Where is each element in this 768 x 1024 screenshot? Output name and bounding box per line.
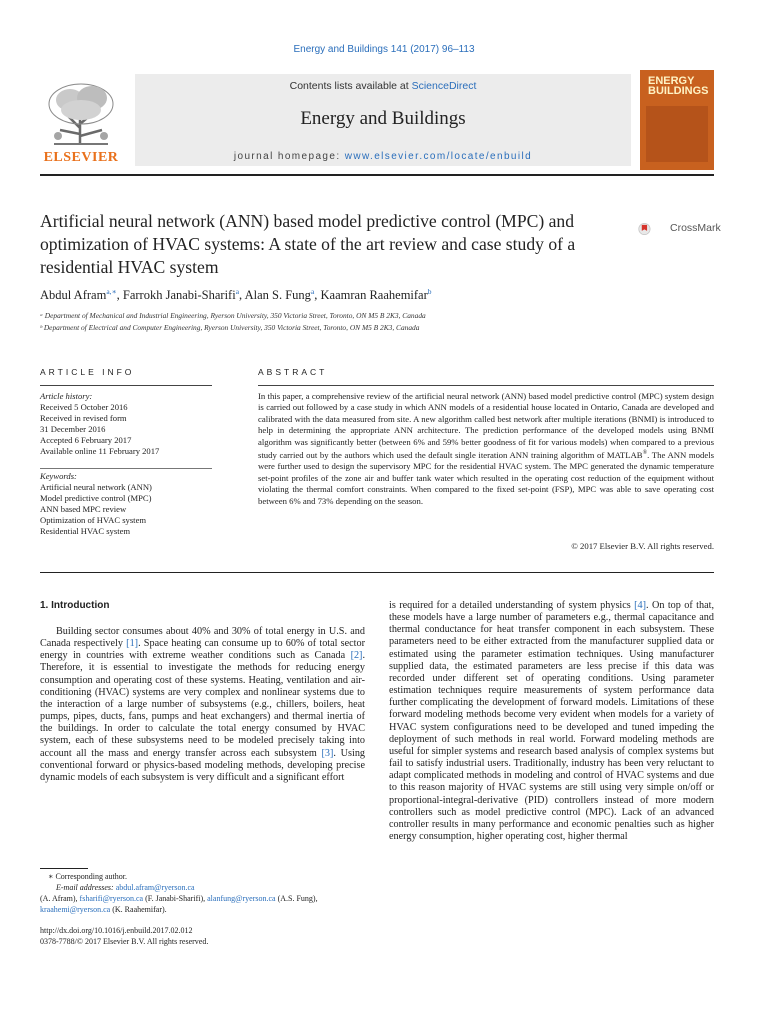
author-affil-sup[interactable]: b <box>427 287 432 296</box>
history-item: Received 5 October 2016 <box>40 402 128 412</box>
email-addresses <box>40 882 370 893</box>
citation-link[interactable]: [1] <box>126 638 139 650</box>
doi-link[interactable]: http://dx.doi.org/10.1016/j.enbuild.2017.02.012 <box>40 926 193 935</box>
keywords-label: Keywords: <box>40 471 77 481</box>
author-name[interactable]: Farrokh Janabi-Sharifi <box>122 288 236 303</box>
body-text: . Using conventional forward or physics-based modeling methods, developing precise dynamic models of each subsystem is very difficult and a significant effort <box>40 747 366 783</box>
affiliation-b: ᵇ Department of Electrical and Computer Engineering, Ryerson University, 350 Victoria Street, Toronto, ON M5 B 2K3, Canada <box>40 323 420 332</box>
abstract-copyright: © 2017 Elsevier B.V. All rights reserved. <box>571 541 714 551</box>
crossmark-label[interactable]: CrossMark <box>670 222 721 234</box>
section-rule <box>40 572 714 573</box>
citation-link[interactable]: [4] <box>634 600 647 611</box>
article-info-divider <box>40 468 212 469</box>
article-info-rule <box>40 385 212 386</box>
author-affil-sup[interactable]: a,∗ <box>106 287 117 296</box>
abstract-text-part: . The ANN models were further used to design the supervisory MPC for the residential HVAC system. The MPC generated the dynamic temperature set-point profiles of the zone air and buffer tank water which resulted in the operating cost reduction of the equipment without violating the thermal comfort constraints. When compared to the fixed set-point (FSP), MPC was able to save operating cost between 6% and 73% depending on the season. <box>258 449 714 506</box>
article-history <box>40 391 215 457</box>
keyword-item: Optimization of HVAC system <box>40 515 147 525</box>
email-owner: (A.S. Fung), <box>275 894 318 903</box>
contents-line <box>135 80 631 92</box>
history-item: Available online 11 February 2017 <box>40 446 160 456</box>
keyword-item: Artificial neural network (ANN) <box>40 482 152 492</box>
footnote-rule <box>40 868 88 869</box>
email-addresses-cont2 <box>40 904 370 915</box>
author-name[interactable]: Alan S. Fung <box>244 288 311 303</box>
citation-link[interactable]: [3] <box>321 747 334 759</box>
abstract-heading: ABSTRACT <box>258 367 328 377</box>
author-list: Abdul Afram$^{a,∗}$, Farrokh Janabi-Sharifi$^a$, Alan S. Fung$^a$, Kaamran Raahemifar$^b$ <box>40 287 432 303</box>
email-link[interactable]: alanfung@ryerson.ca <box>207 894 276 903</box>
abstract-body <box>258 391 714 507</box>
sciencedirect-link[interactable]: ScienceDirect <box>411 80 477 92</box>
keyword-item: Model predictive control (MPC) <box>40 493 152 503</box>
email-owner: (F. Janabi-Sharifi), <box>143 894 208 903</box>
author-name[interactable]: Abdul Afram <box>40 288 107 303</box>
journal-homepage <box>135 151 631 162</box>
email-label: E-mail addresses: <box>56 883 116 892</box>
issn-copyright: 0378-7788/© 2017 Elsevier B.V. All rights reserved. <box>40 937 209 946</box>
body-text: . Therefore, it is essential to investigate the methods for reducing energy consumption and operating cost of these systems. Heating, ventilation and air-conditioning (HVAC) systems are very complex and nonlinear systems due to the interaction of a large number of subsystems (e.g., chillers, boilers, heat pumps, pipes, ducts, fans, pumps and heat exchangers) and thermal inertia of the buildings. In order to calculate the total energy consumed by HVAC system, each of these subsystems need to be modeled precisely taking into account all the mass and energy transfer across each subsystem <box>40 650 365 759</box>
keyword-item: Residential HVAC system <box>40 526 131 536</box>
abstract-text-part: In this paper, a comprehensive review of the artificial neural network (ANN) based model predictive control (MPC) system design is carried out followed by a case study in which ANN models of a residential house located in Ontario, Canada are developed and calibrated with the data measured from site. A new algorithm called best network after multiple iterations (BNMI) is introduced to help in determining the appropriate ANN architecture. The prediction performance of the developed models using BNMI algorithm was significantly better (between 6% and 59% better goodness of fit for various models) when compared to a previous study carried out by the authors which used the default single iteration ANN training algorithm of MATLAB <box>258 391 714 460</box>
cover-title: ENERGY BUILDINGS <box>648 75 709 97</box>
citation-link[interactable]: [2] <box>350 650 363 662</box>
body-text: . Space heating can consume up to 60% of total sector energy in countries with extreme weather conditions such as Canada <box>40 638 365 662</box>
body-text: . On top of that, these models have a large number of parameters e.g., thermal capacitance and thermal conductance for heat transfer component in each subsystem. These parameters need to be either extracted from the manufacturer supplied data or estimated using the parameter estimation techniques. Using manufacturer supplied data, the estimated parameters are less precise if this data was recorded under different set of operating conditions. Using parameter estimation techniques require measurements of system performance data further complicating the development of forward models. Limitations of these forward modeling methods become very evident when models for a variety of HVAC system configurations need to be developed and tuned impeding the deployment of such methods in real world. Forward modeling methods are useful for simpler systems and research based analysis of complex systems but fail to satisfy industrial users. Traditionally, industry has been very reluctant to adapt complicated methods in modeling and control of HVAC systems and due to this reason majority of HVAC systems are still using very simple on/off or proportional-integral-derivative (PID) controllers instead of more modern controllers such as model predictive control (MPC). Lack of an advanced controller results in many performance and economic penalties such as higher energy consumption, higher operating cost, higher thermal <box>389 600 714 842</box>
elsevier-wordmark: ELSEVIER <box>43 150 119 165</box>
journal-reference-link[interactable]: Energy and Buildings 141 (2017) 96–113 <box>293 44 475 55</box>
journal-cover-image[interactable] <box>640 70 714 170</box>
intro-right-column <box>389 600 714 843</box>
body-text: Building sector consumes about 40% and 30% of total energy in U.S. and Canada respectively <box>40 626 365 650</box>
keywords <box>40 471 215 537</box>
email-owner: (K. Raahemifar). <box>110 905 167 914</box>
history-item: 31 December 2016 <box>40 424 106 434</box>
homepage-prefix: journal homepage: <box>233 151 345 162</box>
history-label: Article history: <box>40 391 93 401</box>
journal-title: Energy and Buildings <box>300 108 466 129</box>
keyword-item: ANN based MPC review <box>40 504 127 514</box>
registered-mark: ® <box>642 450 648 457</box>
article-info-heading: ARTICLE INFO <box>40 367 135 377</box>
body-text: is required for a detailed understanding of system physics <box>389 600 635 611</box>
author-name[interactable]: Kaamran Raahemifar <box>320 288 428 303</box>
email-owner: (A. Afram), <box>40 894 80 903</box>
author-affil-sup[interactable]: a <box>310 287 315 296</box>
paper-title: Artificial neural network (ANN) based model predictive control (MPC) and optimization of HVAC systems: A state of the art review and case study of a residential HVAC system <box>40 211 576 277</box>
corresponding-author-note <box>40 871 370 882</box>
corresponding-author: ∗ Corresponding author. <box>48 872 127 881</box>
author-affil-sup[interactable]: a <box>235 287 240 296</box>
header-rule <box>40 174 714 176</box>
email-addresses-cont <box>40 893 370 904</box>
history-item: Accepted 6 February 2017 <box>40 435 132 445</box>
history-item: Received in revised form <box>40 413 127 423</box>
intro-left-column <box>40 626 365 784</box>
crossmark-icon[interactable] <box>638 212 672 246</box>
contents-prefix: Contents lists available at <box>289 80 412 92</box>
email-link[interactable]: kraahemi@ryerson.ca <box>40 905 111 914</box>
email-link[interactable]: fsharifi@ryerson.ca <box>79 894 144 903</box>
email-link[interactable]: abdul.afram@ryerson.ca <box>115 883 195 892</box>
introduction-heading: 1. Introduction <box>40 600 110 611</box>
homepage-link[interactable]: www.elsevier.com/locate/enbuild <box>344 151 533 162</box>
cover-art <box>646 106 708 162</box>
affiliation-a: ᵃ Department of Mechanical and Industrial Engineering, Ryerson University, 350 Victoria Street, Toronto, ON M5 B 2K3, Canada <box>40 311 426 320</box>
abstract-rule <box>258 385 714 386</box>
